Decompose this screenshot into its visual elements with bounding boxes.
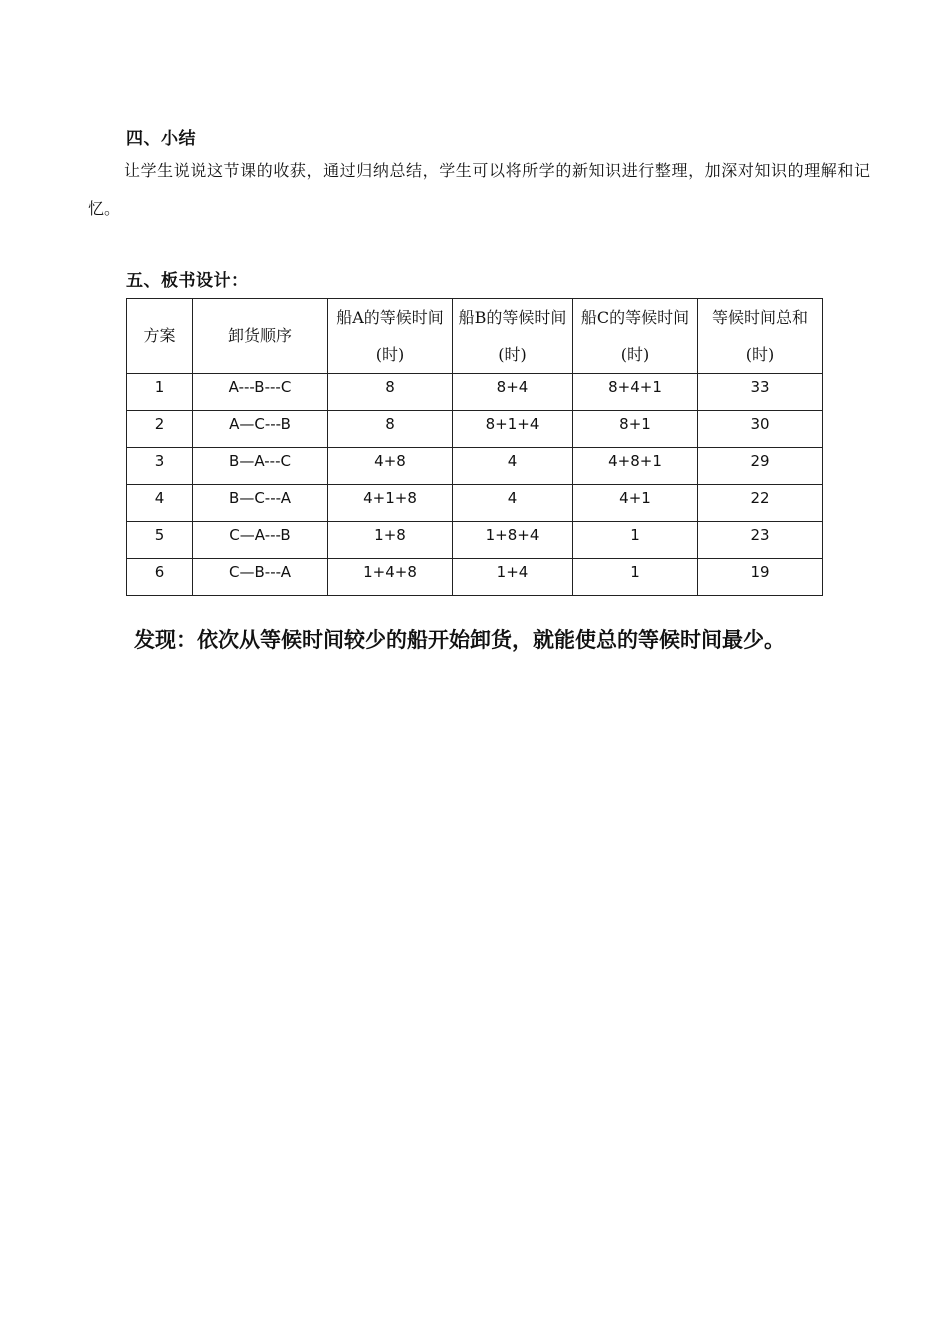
cell-order: B—A---C	[193, 448, 328, 485]
table-row	[127, 374, 823, 411]
cell-ship-a: 4+1+8	[328, 485, 453, 522]
header-total-wait: 等候时间总和(时)	[698, 299, 823, 374]
conclusion-text: 发现：依次从等候时间较少的船开始卸货，就能使总的等候时间最少。	[134, 628, 785, 652]
header-ship-a-wait: 船A的等候时间(时)	[328, 299, 453, 374]
header-ship-c-wait: 船C的等候时间(时)	[573, 299, 698, 374]
cell-order: A—C---B	[193, 411, 328, 448]
table-row	[127, 559, 823, 596]
cell-plan: 4	[127, 485, 193, 522]
board-design-table	[126, 298, 823, 596]
cell-plan: 3	[127, 448, 193, 485]
cell-ship-a: 8	[328, 411, 453, 448]
cell-ship-b: 4	[453, 485, 573, 522]
cell-ship-c: 8+4+1	[573, 374, 698, 411]
header-unload-order: 卸货顺序	[193, 299, 328, 374]
cell-ship-b: 4	[453, 448, 573, 485]
cell-total: 19	[698, 559, 823, 596]
cell-total: 23	[698, 522, 823, 559]
cell-total: 33	[698, 374, 823, 411]
table-row	[127, 448, 823, 485]
cell-ship-b: 8+1+4	[453, 411, 573, 448]
cell-ship-a: 1+8	[328, 522, 453, 559]
header-ship-b-wait: 船B的等候时间(时)	[453, 299, 573, 374]
cell-total: 22	[698, 485, 823, 522]
table-header-row	[127, 299, 823, 374]
cell-order: C—A---B	[193, 522, 328, 559]
section-heading-board-design: 五、板书设计：	[126, 271, 249, 291]
cell-ship-c: 4+1	[573, 485, 698, 522]
cell-order: B—C---A	[193, 485, 328, 522]
cell-ship-c: 1	[573, 559, 698, 596]
cell-ship-a: 4+8	[328, 448, 453, 485]
cell-plan: 6	[127, 559, 193, 596]
cell-plan: 1	[127, 374, 193, 411]
cell-plan: 5	[127, 522, 193, 559]
cell-order: A---B---C	[193, 374, 328, 411]
cell-ship-c: 8+1	[573, 411, 698, 448]
cell-ship-c: 4+8+1	[573, 448, 698, 485]
cell-order: C—B---A	[193, 559, 328, 596]
cell-ship-b: 1+8+4	[453, 522, 573, 559]
cell-ship-a: 1+4+8	[328, 559, 453, 596]
cell-ship-b: 1+4	[453, 559, 573, 596]
cell-total: 29	[698, 448, 823, 485]
section-heading-summary: 四、小结	[126, 129, 196, 149]
header-plan: 方案	[127, 299, 193, 374]
cell-ship-a: 8	[328, 374, 453, 411]
table-row	[127, 411, 823, 448]
cell-total: 30	[698, 411, 823, 448]
summary-paragraph: 让学生说说这节课的收获，通过归纳总结，学生可以将所学的新知识进行整理，加深对知识的理解和记忆。	[88, 161, 870, 218]
cell-ship-c: 1	[573, 522, 698, 559]
table-row	[127, 522, 823, 559]
table-row	[127, 485, 823, 522]
cell-plan: 2	[127, 411, 193, 448]
cell-ship-b: 8+4	[453, 374, 573, 411]
